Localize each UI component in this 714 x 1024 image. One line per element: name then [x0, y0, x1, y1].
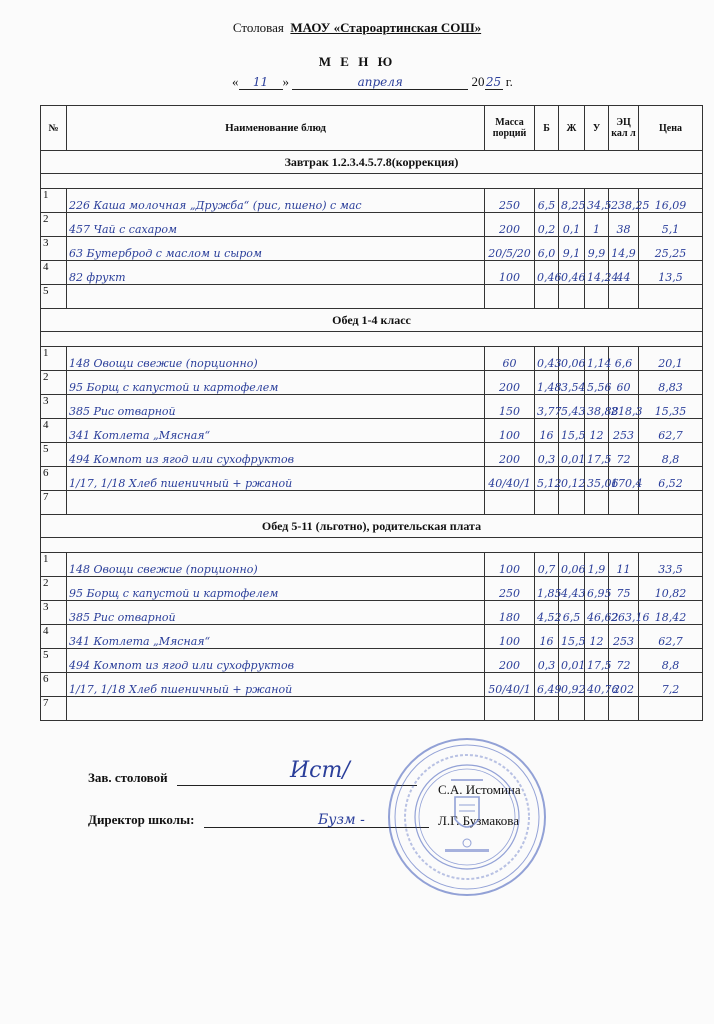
carb-cell: 12 [585, 419, 609, 443]
table-row [41, 261, 703, 285]
protein-cell [535, 491, 559, 515]
dish-name: 494 Компот из ягод или сухофруктов [67, 443, 485, 467]
section-spacer [41, 174, 703, 189]
year-prefix: 20 [471, 74, 485, 89]
dish-name: 1/17, 1/18 Хлеб пшеничный + ржаной [67, 673, 485, 697]
protein-cell: 0,43 [535, 347, 559, 371]
protein-cell: 5,12 [535, 467, 559, 491]
row-number: 4 [41, 419, 67, 443]
table-row [41, 553, 703, 577]
dish-name: 457 Чай с сахаром [67, 213, 485, 237]
energy-cell: 60 [609, 371, 639, 395]
carb-cell: 46,62 [585, 601, 609, 625]
protein-cell: 16 [535, 625, 559, 649]
price-cell: 15,35 [639, 395, 703, 419]
col-b: Б [535, 106, 559, 151]
price-cell: 18,42 [639, 601, 703, 625]
director-name: Л.Г. Бузмакова [438, 813, 520, 828]
price-cell: 7,2 [639, 673, 703, 697]
row-number: 5 [41, 285, 67, 309]
dish-name: 385 Рис отварной [67, 601, 485, 625]
menu-table [40, 105, 703, 721]
fat-cell: 5,43 [559, 395, 585, 419]
energy-cell [609, 285, 639, 309]
col-zh: Ж [559, 106, 585, 151]
protein-cell: 0,2 [535, 213, 559, 237]
mass-cell: 50/40/1 [485, 673, 535, 697]
year-unit: г. [505, 74, 513, 89]
fat-cell: 0,01 [559, 443, 585, 467]
energy-cell: 72 [609, 649, 639, 673]
mass-cell [485, 697, 535, 721]
table-row [41, 697, 703, 721]
carb-cell: 17,5 [585, 649, 609, 673]
carb-cell: 5,56 [585, 371, 609, 395]
dish-name: 226 Каша молочная „Дружба“ (рис, пшено) с мас [67, 189, 485, 213]
fat-cell: 0,92 [559, 673, 585, 697]
price-cell: 8,8 [639, 443, 703, 467]
price-cell: 20,1 [639, 347, 703, 371]
price-cell [639, 285, 703, 309]
cafeteria-name: С.А. Истомина [438, 782, 521, 797]
row-number: 4 [41, 625, 67, 649]
carb-cell: 38,88 [585, 395, 609, 419]
section-title: Обед 5-11 (льготно), родительская плата [41, 515, 703, 538]
col-price: Цена [639, 106, 703, 151]
dish-name [67, 285, 485, 309]
protein-cell: 0,3 [535, 649, 559, 673]
carb-cell: 9,9 [585, 237, 609, 261]
table-row [41, 237, 703, 261]
row-number: 7 [41, 491, 67, 515]
mass-cell: 200 [485, 213, 535, 237]
header-prefix: Столовая [232, 20, 284, 35]
school-name: МАОУ «Староартинская СОШ» [290, 20, 482, 35]
cafeteria-signature: Ист/ [290, 758, 350, 783]
price-cell: 6,52 [639, 467, 703, 491]
energy-cell: 75 [609, 577, 639, 601]
carb-cell [585, 697, 609, 721]
section-spacer [41, 538, 703, 553]
carb-cell: 35,06 [585, 467, 609, 491]
section-title: Завтрак 1.2.3.4.5.7.8(коррекция) [41, 151, 703, 174]
director-signature: Бузм - [318, 812, 365, 828]
col-mass: Масса порций [485, 106, 535, 151]
row-number: 1 [41, 347, 67, 371]
row-number: 6 [41, 673, 67, 697]
row-number: 4 [41, 261, 67, 285]
mass-cell: 150 [485, 395, 535, 419]
fat-cell: 4,43 [559, 577, 585, 601]
section-header-row [41, 515, 703, 538]
table-row [41, 189, 703, 213]
row-number: 1 [41, 553, 67, 577]
protein-cell: 0,3 [535, 443, 559, 467]
row-number: 2 [41, 577, 67, 601]
mass-cell: 180 [485, 601, 535, 625]
fat-cell: 3,54 [559, 371, 585, 395]
dish-name: 148 Овощи свежие (порционно) [67, 553, 485, 577]
price-cell: 33,5 [639, 553, 703, 577]
section-spacer [41, 332, 703, 347]
table-row [41, 601, 703, 625]
table-row [41, 625, 703, 649]
fat-cell: 0,06 [559, 347, 585, 371]
fat-cell: 15,5 [559, 419, 585, 443]
price-cell: 25,25 [639, 237, 703, 261]
mass-cell: 20/5/20 [485, 237, 535, 261]
fat-cell [559, 285, 585, 309]
dish-name: 95 Борщ с капустой и картофелем [67, 577, 485, 601]
carb-cell: 1,9 [585, 553, 609, 577]
energy-cell: 253 [609, 419, 639, 443]
row-number: 3 [41, 395, 67, 419]
fat-cell [559, 697, 585, 721]
cafeteria-sign-line [177, 785, 417, 786]
price-cell: 8,83 [639, 371, 703, 395]
carb-cell: 12 [585, 625, 609, 649]
carb-cell: 1,14 [585, 347, 609, 371]
table-row [41, 467, 703, 491]
fat-cell: 0,46 [559, 261, 585, 285]
energy-cell: 238,25 [609, 189, 639, 213]
mass-cell: 100 [485, 261, 535, 285]
dish-name: 63 Бутерброд с маслом и сыром [67, 237, 485, 261]
mass-cell [485, 491, 535, 515]
protein-cell: 6,5 [535, 189, 559, 213]
mass-cell: 60 [485, 347, 535, 371]
close-quote: » [282, 74, 289, 89]
table-row [41, 371, 703, 395]
row-number: 3 [41, 601, 67, 625]
dish-name: 385 Рис отварной [67, 395, 485, 419]
energy-cell: 44 [609, 261, 639, 285]
fat-cell: 8,25 [559, 189, 585, 213]
fat-cell: 9,1 [559, 237, 585, 261]
school-stamp-icon [385, 735, 550, 900]
price-cell: 5,1 [639, 213, 703, 237]
mass-cell: 250 [485, 577, 535, 601]
protein-cell [535, 285, 559, 309]
row-number: 3 [41, 237, 67, 261]
section-title: Обед 1-4 класс [41, 309, 703, 332]
protein-cell [535, 697, 559, 721]
fat-cell: 15,5 [559, 625, 585, 649]
row-number: 5 [41, 649, 67, 673]
mass-cell: 200 [485, 371, 535, 395]
table-header-row [41, 106, 703, 151]
price-cell [639, 697, 703, 721]
cafeteria-label: Зав. столовой [88, 770, 168, 785]
year-suffix: 25 [485, 75, 502, 89]
dish-name [67, 697, 485, 721]
protein-cell: 0,46 [535, 261, 559, 285]
row-number: 1 [41, 189, 67, 213]
section-spacer-row [41, 174, 703, 189]
dish-name: 494 Компот из ягод или сухофруктов [67, 649, 485, 673]
section-spacer-row [41, 332, 703, 347]
section-header-row [41, 151, 703, 174]
carb-cell [585, 491, 609, 515]
dish-name: 82 фрукт [67, 261, 485, 285]
table-row [41, 213, 703, 237]
row-number: 6 [41, 467, 67, 491]
table-row [41, 673, 703, 697]
energy-cell: 72 [609, 443, 639, 467]
fat-cell [559, 491, 585, 515]
energy-cell: 170,4 [609, 467, 639, 491]
col-u: У [585, 106, 609, 151]
table-row [41, 649, 703, 673]
row-number: 5 [41, 443, 67, 467]
carb-cell: 14,24 [585, 261, 609, 285]
col-ek: ЭЦ кал л [609, 106, 639, 151]
energy-cell: 11 [609, 553, 639, 577]
table-row [41, 443, 703, 467]
table-row [41, 419, 703, 443]
dish-name: 148 Овощи свежие (порционно) [67, 347, 485, 371]
table-row [41, 347, 703, 371]
mass-cell: 100 [485, 625, 535, 649]
col-name: Наименование блюд [67, 106, 485, 151]
section-header-row [41, 309, 703, 332]
energy-cell: 253 [609, 625, 639, 649]
fat-cell: 6,5 [559, 601, 585, 625]
carb-cell: 34,5 [585, 189, 609, 213]
energy-cell: 263,16 [609, 601, 639, 625]
fat-cell: 0,1 [559, 213, 585, 237]
price-cell: 13,5 [639, 261, 703, 285]
carb-cell: 1 [585, 213, 609, 237]
document-header [0, 20, 714, 36]
protein-cell: 4,52 [535, 601, 559, 625]
energy-cell [609, 697, 639, 721]
mass-cell [485, 285, 535, 309]
protein-cell: 6,0 [535, 237, 559, 261]
dish-name: 95 Борщ с капустой и картофелем [67, 371, 485, 395]
carb-cell [585, 285, 609, 309]
carb-cell: 40,76 [585, 673, 609, 697]
table-row [41, 395, 703, 419]
protein-cell: 0,7 [535, 553, 559, 577]
price-cell: 16,09 [639, 189, 703, 213]
mass-cell: 100 [485, 553, 535, 577]
date-line [232, 74, 513, 90]
protein-cell: 3,77 [535, 395, 559, 419]
fat-cell: 0,06 [559, 553, 585, 577]
protein-cell: 16 [535, 419, 559, 443]
fat-cell: 0,12 [559, 467, 585, 491]
row-number: 2 [41, 213, 67, 237]
energy-cell: 14,9 [609, 237, 639, 261]
mass-cell: 250 [485, 189, 535, 213]
energy-cell: 218,3 [609, 395, 639, 419]
open-quote: « [232, 74, 239, 89]
col-no: № [41, 106, 67, 151]
dish-name: 1/17, 1/18 Хлеб пшеничный + ржаной [67, 467, 485, 491]
energy-cell [609, 491, 639, 515]
fat-cell: 0,01 [559, 649, 585, 673]
energy-cell: 6,6 [609, 347, 639, 371]
date-day: 11 [239, 75, 283, 90]
price-cell: 8,8 [639, 649, 703, 673]
director-label: Директор школы: [88, 812, 195, 827]
table-row [41, 491, 703, 515]
protein-cell: 1,48 [535, 371, 559, 395]
cafeteria-sign-row [88, 770, 417, 786]
row-number: 2 [41, 371, 67, 395]
dish-name [67, 491, 485, 515]
date-month: апреля [292, 75, 468, 90]
table-row [41, 285, 703, 309]
director-sign-row [88, 812, 429, 828]
mass-cell: 200 [485, 443, 535, 467]
carb-cell: 6,95 [585, 577, 609, 601]
price-cell: 62,7 [639, 625, 703, 649]
menu-body [41, 151, 703, 721]
dish-name: 341 Котлета „Мясная“ [67, 419, 485, 443]
mass-cell: 40/40/1 [485, 467, 535, 491]
menu-title: М Е Н Ю [318, 54, 396, 69]
mass-cell: 100 [485, 419, 535, 443]
table-row [41, 577, 703, 601]
dish-name: 341 Котлета „Мясная“ [67, 625, 485, 649]
mass-cell: 200 [485, 649, 535, 673]
section-spacer-row [41, 538, 703, 553]
price-cell: 10,82 [639, 577, 703, 601]
price-cell [639, 491, 703, 515]
protein-cell: 6,49 [535, 673, 559, 697]
protein-cell: 1,85 [535, 577, 559, 601]
carb-cell: 17,5 [585, 443, 609, 467]
energy-cell: 38 [609, 213, 639, 237]
energy-cell: 202 [609, 673, 639, 697]
row-number: 7 [41, 697, 67, 721]
price-cell: 62,7 [639, 419, 703, 443]
